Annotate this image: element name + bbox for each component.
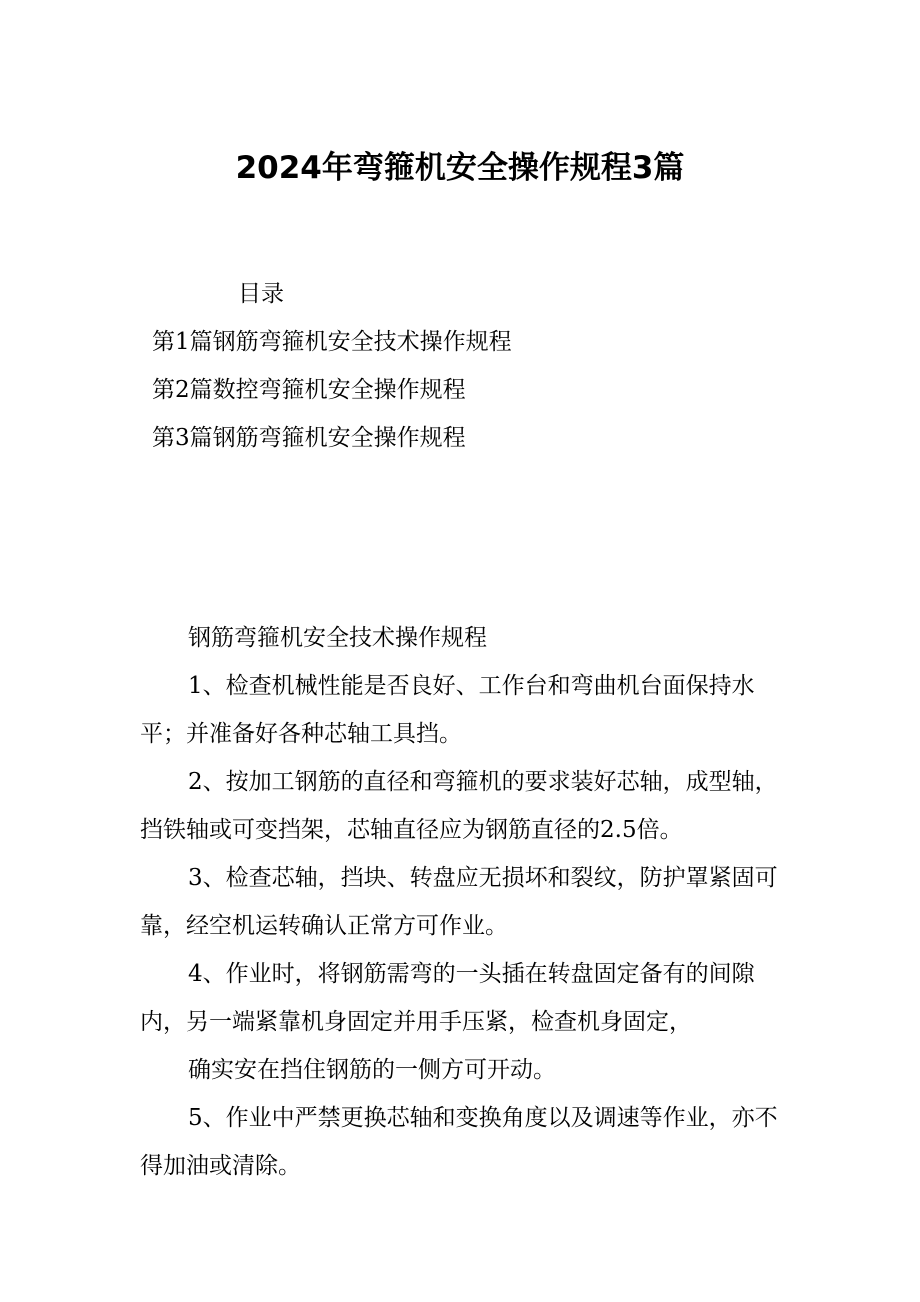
toc-item-3: 第3篇钢筋弯箍机安全操作规程 [152, 425, 466, 451]
paragraph-5: 5、作业中严禁更换芯轴和变换角度以及调速等作业，亦不得加油或清除。 [140, 1105, 778, 1179]
toc-item-2: 第2篇数控弯箍机安全操作规程 [152, 377, 466, 403]
section-heading: 钢筋弯箍机安全技术操作规程 [188, 625, 487, 651]
section-body [140, 614, 790, 1190]
toc-heading: 目录 [238, 281, 284, 307]
paragraph-4: 4、作业时，将钢筋需弯的一头插在转盘固定备有的间隙内，另一端紧靠机身固定并用手压紧，检查机身固定， [140, 961, 755, 1035]
paragraph-1: 1、检查机械性能是否良好、工作台和弯曲机台面保持水平；并准备好各种芯轴工具挡。 [140, 673, 755, 747]
document-title: 2024年弯箍机安全操作规程3篇 [235, 150, 685, 186]
toc-item-1: 第1篇钢筋弯箍机安全技术操作规程 [152, 329, 512, 355]
paragraph-4-continued: 确实安在挡住钢筋的一侧方可开动。 [188, 1057, 556, 1083]
paragraph-3: 3、检查芯轴，挡块、转盘应无损坏和裂纹，防护罩紧固可靠，经空机运转确认正常方可作业。 [140, 865, 778, 939]
paragraph-2: 2、按加工钢筋的直径和弯箍机的要求装好芯轴，成型轴，挡铁轴或可变挡架，芯轴直径应为钢筋直径的2.5倍。 [140, 769, 778, 843]
toc-list [152, 326, 512, 470]
